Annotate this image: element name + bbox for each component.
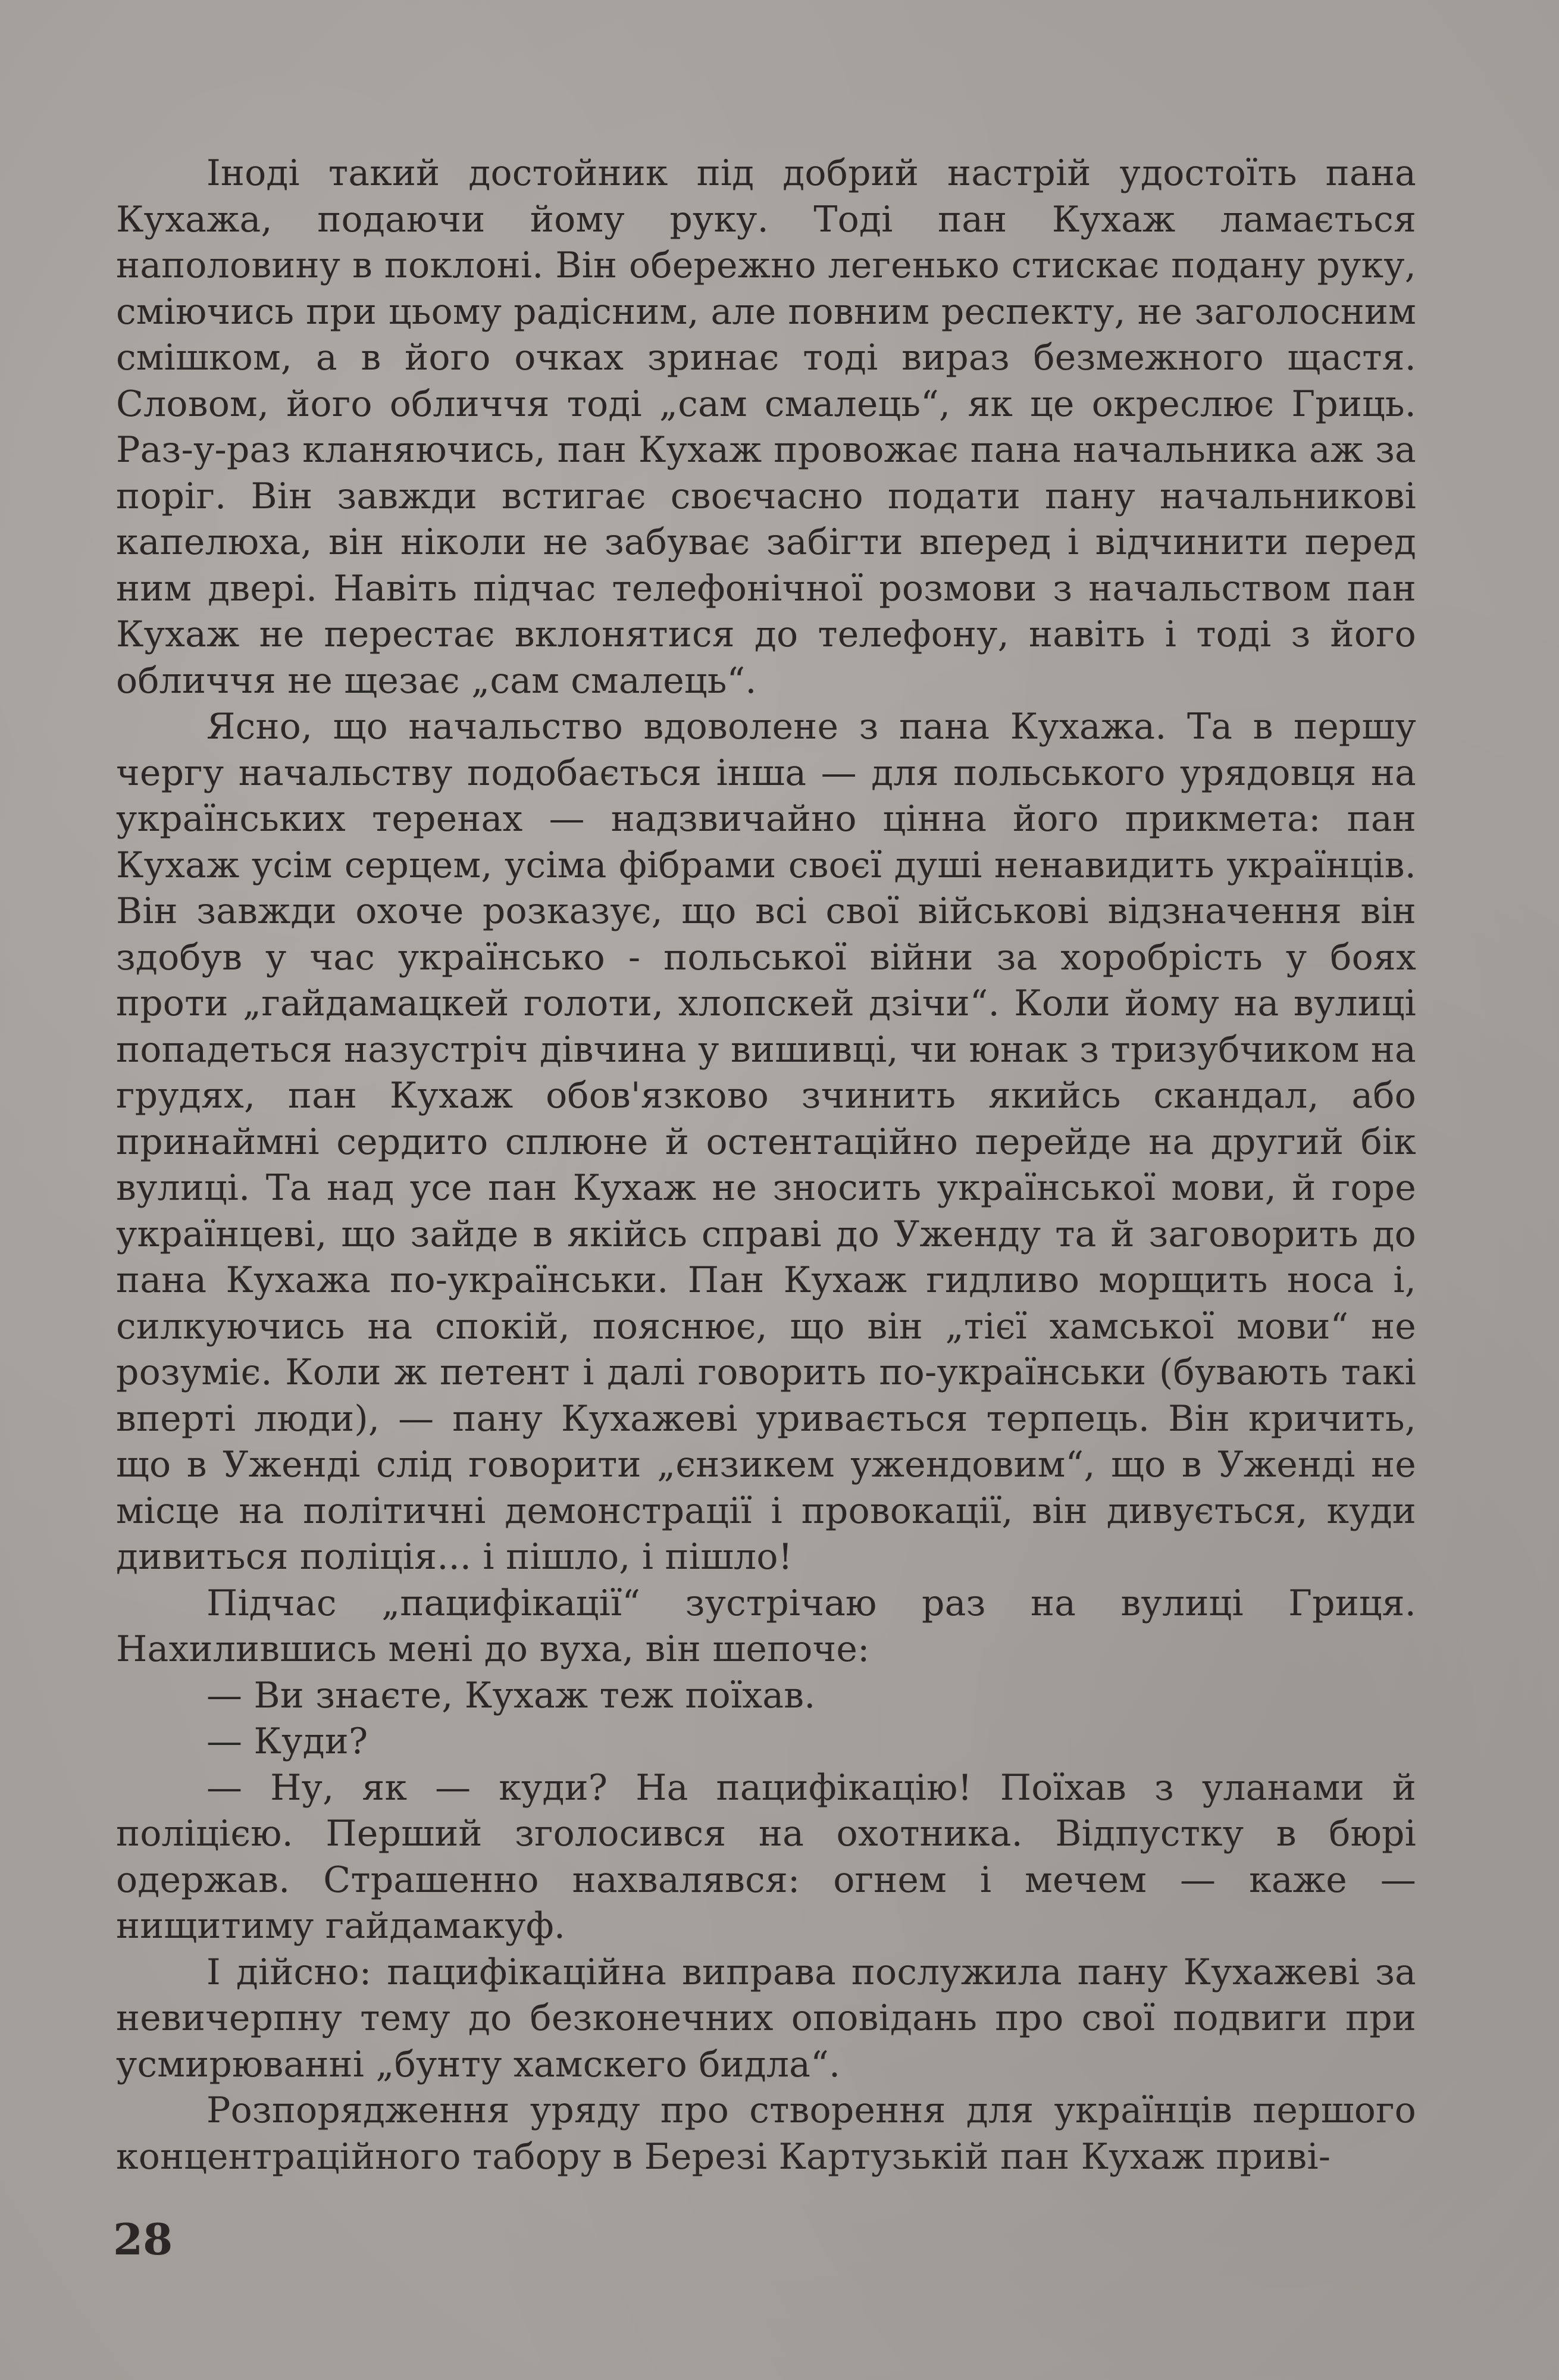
body-text: [116, 151, 1416, 2180]
dialogue-line: — Куди?: [206, 1721, 368, 1762]
paragraph: Іноді такий достойник під добрий настрій удостоїть пана Кухажа, подаючи йому руку. Тоді пан Кухаж ламається наполовину в поклоні. Він обережно легенько стискає подану руку, сміючись при цьому радісним, але повним респекту, не заголосним смішком, а в його очках зринає тоді вираз безмежного щастя. Словом, його обличчя тоді „сам смалець“, як це окреслює Гриць. Раз-у-раз кланяючись, пан Кухаж провожає пана начальника аж за поріг. Він завжди встигає своєчасно подати пану начальникові капелюха, він ніколи не забуває забігти вперед і відчинити перед ним двері. Навіть підчас телефонічної розмови з начальством пан Кухаж не перестає вклонятися до телефону, навіть і тоді з його обличчя не щезає „сам смалець“.: [116, 152, 1416, 702]
paragraph: І дійсно: пацифікаційна виправа послужила пану Кухажеві за невичерпну тему до безконечних оповідань про свої подвиги при усмирюванні „бунту хамскего бидла“.: [116, 1951, 1416, 2085]
paragraph: Ясно, що начальство вдоволене з пана Кухажа. Та в першу чергу начальству подобається інша — для польського урядовця на українських теренах — надзвичайно цінна його прикмета: пан Кухаж усім серцем, усіма фібрами своєї душі ненавидить українців. Він завжди охоче розказує, що всі свої військові відзначення він здобув у час українсько - польської війни за хоробрість у боях проти „гайдамацкей голоти, хлопскей дзічи“. Коли йому на вулиці попадеться назустріч дівчина у вишивці, чи юнак з тризубчиком на грудях, пан Кухаж обов'язково зчинить якийсь скандал, або принаймні сердито сплюне й остентаційно перейде на другий бік вулиці. Та над усе пан Кухаж не зносить української мови, й горе українцеві, що зайде в якійсь справі до Уженду та й заговорить до пана Кухажа по-українськи. Пан Кухаж гидливо морщить носа і, силкуючись на спокій, пояснює, що він „тієї хамської мови“ не розуміє. Коли ж петент і далі говорить по-українськи (бувають такі вперті люди), — пану Кухажеві уривається терпець. Він кричить, що в Уженді слід говорити „єнзикем ужендовим“, що в Уженді не місце на політичні демонстрації і провокації, він дивується, куди дивиться поліція... і пішло, і пішло!: [116, 706, 1416, 1578]
dialogue-line: — Ви знаєте, Кухаж теж поїхав.: [206, 1674, 816, 1716]
dialogue-line: — Ну, як — куди? На пацифікацію! Поїхав з уланами й поліцією. Перший зголосився на охотника. Відпустку в бюрі одержав. Страшенно нахвалявся: огнем і мечем — каже — нищитиму гайдамакуф.: [116, 1766, 1416, 1947]
page-number: 28: [113, 2214, 173, 2265]
paragraph: Розпорядження уряду про створення для українців першого концентраційного табору в Березі Картузькій пан Кухаж приві-: [116, 2090, 1416, 2178]
paragraph: Підчас „пацифікації“ зустрічаю раз на вулиці Гриця. Нахилившись мені до вуха, він шепоче:: [116, 1582, 1416, 1670]
